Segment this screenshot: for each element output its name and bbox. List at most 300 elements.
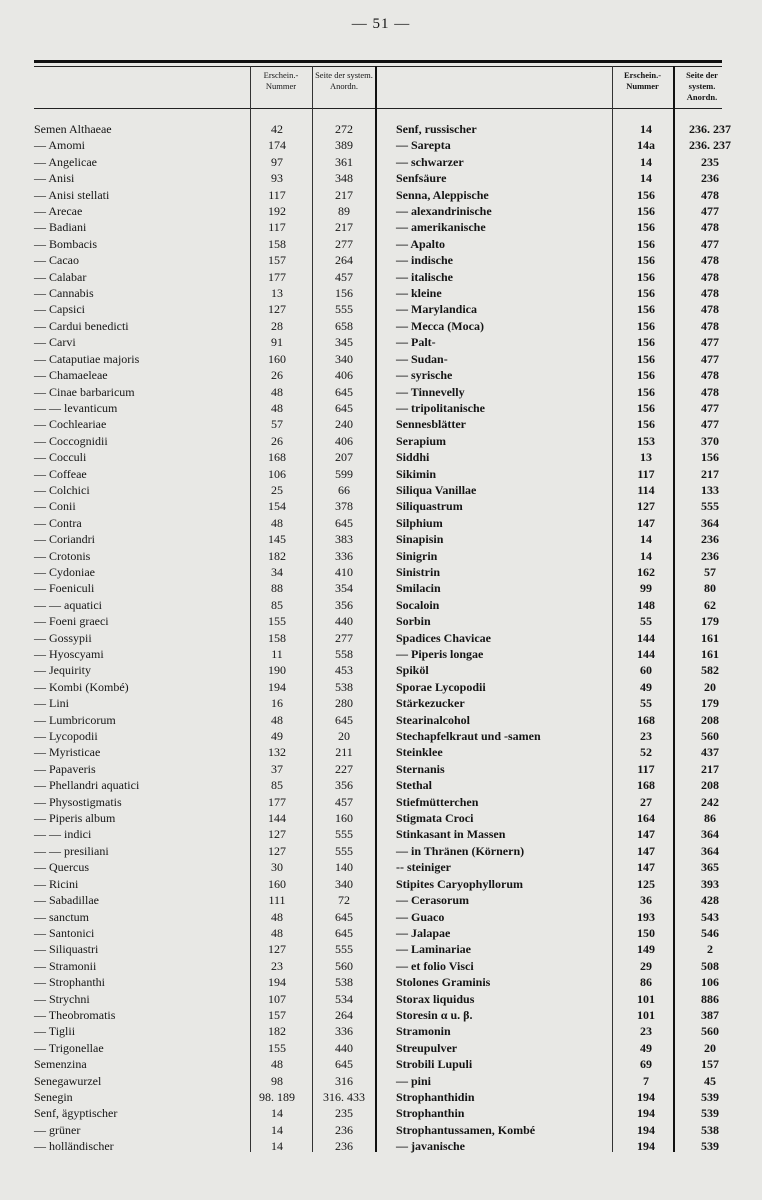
entry-number: 156 xyxy=(637,384,655,399)
entry-number: 147 xyxy=(637,860,655,875)
index-entry xyxy=(396,137,738,153)
entry-number: 14 xyxy=(271,1139,283,1154)
entry-number: 25 xyxy=(271,482,283,497)
entry-number: 194 xyxy=(637,1106,655,1121)
entry-name: Stolones Graminis xyxy=(396,975,491,990)
index-entry xyxy=(396,974,738,990)
index-entry xyxy=(34,466,374,482)
entry-number: 30 xyxy=(271,860,283,875)
entry-number: 14 xyxy=(640,122,652,136)
entry-name: — grüner xyxy=(34,1122,81,1137)
entry-number: 117 xyxy=(637,761,655,776)
entry-name: — Angelicae xyxy=(34,154,97,169)
entry-name: — Sabadillae xyxy=(34,893,99,908)
entry-number: 193 xyxy=(637,909,655,924)
index-entry xyxy=(396,712,738,728)
entry-name: — Quercus xyxy=(34,860,89,875)
entry-name: Serapium xyxy=(396,433,447,448)
entry-name: — Papaveris xyxy=(34,761,96,776)
entry-number: 99 xyxy=(640,581,652,596)
entry-page: 453 xyxy=(335,663,353,678)
entry-name: — Trigonellae xyxy=(34,1040,104,1055)
entry-name: — Strophanthi xyxy=(34,975,105,990)
entry-number: 49 xyxy=(640,1040,652,1055)
entry-page: 156 xyxy=(335,286,353,301)
entry-number: 7 xyxy=(643,1073,649,1088)
entry-name: Stigmata Croci xyxy=(396,811,474,826)
index-entry xyxy=(34,334,374,350)
index-entry xyxy=(34,548,374,564)
entry-name: Senegin xyxy=(34,1089,73,1104)
index-entry xyxy=(396,498,738,514)
entry-page: 365 xyxy=(701,860,719,875)
entry-page: 410 xyxy=(335,564,353,579)
entry-name: Siddhi xyxy=(396,450,430,465)
entry-page: 207 xyxy=(335,450,353,465)
entry-number: 48 xyxy=(271,400,283,415)
index-entry xyxy=(34,892,374,908)
entry-number: 145 xyxy=(268,532,286,547)
index-entry xyxy=(396,630,738,646)
entry-page: 478 xyxy=(701,368,719,383)
entry-page: 555 xyxy=(335,843,353,858)
entry-page: 478 xyxy=(701,302,719,317)
entry-name: — Cardui benedicti xyxy=(34,318,129,333)
entry-name: — Colchici xyxy=(34,482,90,497)
entry-name: — Stramonii xyxy=(34,958,97,973)
entry-page: 383 xyxy=(335,532,353,547)
index-entry xyxy=(396,318,738,334)
entry-number: 156 xyxy=(637,417,655,432)
entry-page: 645 xyxy=(335,515,353,530)
entry-page: 277 xyxy=(335,236,353,251)
index-entry xyxy=(396,777,738,793)
entry-page: 560 xyxy=(701,729,719,744)
entry-name: — — indici xyxy=(34,827,92,842)
entry-name: — Phellandri aquatici xyxy=(34,778,140,793)
index-entry xyxy=(396,285,738,301)
index-entry xyxy=(396,597,738,613)
entry-page: 316. 433 xyxy=(323,1089,365,1104)
entry-number: 148 xyxy=(637,597,655,612)
entry-page: 558 xyxy=(335,647,353,661)
entry-page: 477 xyxy=(701,400,719,415)
entry-number: 160 xyxy=(268,351,286,366)
entry-number: 127 xyxy=(268,827,286,842)
entry-name: Sinistrin xyxy=(396,564,441,579)
index-entry xyxy=(34,137,374,153)
entry-page: 20 xyxy=(338,729,350,744)
entry-number: 182 xyxy=(268,548,286,563)
entry-page: 538 xyxy=(701,1122,719,1137)
index-entry xyxy=(34,203,374,219)
entry-name: Spadices Chavicae xyxy=(396,630,492,645)
entry-page: 477 xyxy=(701,204,719,219)
index-entry xyxy=(34,794,374,810)
index-entry xyxy=(396,1040,738,1056)
entry-page: 440 xyxy=(335,614,353,629)
entry-name: Stinkasant in Massen xyxy=(396,827,506,842)
entry-number: 48 xyxy=(271,1057,283,1072)
entry-name: — Marylandica xyxy=(396,302,477,317)
entry-number: 174 xyxy=(268,138,286,153)
entry-name: — Piperis album xyxy=(34,811,116,826)
index-entry xyxy=(34,121,374,137)
index-entry xyxy=(34,630,374,646)
entry-name: Siliqua Vanillae xyxy=(396,482,477,497)
index-entry xyxy=(34,384,374,400)
entry-page: 387 xyxy=(701,1007,719,1022)
top-rule xyxy=(34,60,722,63)
entry-page: 555 xyxy=(335,302,353,317)
index-entry xyxy=(396,925,738,941)
entry-name: — amerikanische xyxy=(396,220,486,235)
entry-number: 158 xyxy=(268,630,286,645)
entry-name: — et folio Visci xyxy=(396,958,474,973)
entry-page: 45 xyxy=(704,1073,716,1088)
index-entry xyxy=(34,416,374,432)
index-entry xyxy=(34,449,374,465)
entry-page: 478 xyxy=(701,220,719,235)
entry-page: 364 xyxy=(701,827,719,842)
entry-page: 478 xyxy=(701,384,719,399)
entry-number: 88 xyxy=(271,581,283,596)
index-entry xyxy=(396,1138,738,1154)
entry-number: 150 xyxy=(637,925,655,940)
entry-number: 158 xyxy=(268,236,286,251)
header-erschein-left: Erschein.-Nummer xyxy=(263,70,299,91)
entry-name: — Capsici xyxy=(34,302,85,317)
entry-page: 235 xyxy=(335,1106,353,1121)
entry-number: 190 xyxy=(268,663,286,678)
index-entry xyxy=(396,646,738,662)
entry-name: — syrische xyxy=(396,368,453,383)
entry-number: 48 xyxy=(271,909,283,924)
index-entry xyxy=(396,548,738,564)
entry-page: 582 xyxy=(701,663,719,678)
index-entry xyxy=(396,1007,738,1023)
entry-page: 57 xyxy=(704,564,716,579)
entry-name: Storax liquidus xyxy=(396,991,475,1006)
entry-number: 23 xyxy=(640,1024,652,1039)
entry-number: 162 xyxy=(637,564,655,579)
entry-number: 194 xyxy=(268,679,286,694)
entry-name: — Palt- xyxy=(396,335,436,350)
entry-name: Strophanthidin xyxy=(396,1089,475,1104)
index-entry xyxy=(34,1023,374,1039)
index-entry xyxy=(396,958,738,974)
entry-name: — pini xyxy=(396,1073,432,1088)
index-entry xyxy=(396,367,738,383)
index-entry xyxy=(34,318,374,334)
index-entry xyxy=(34,1073,374,1089)
entry-name: Strobili Lupuli xyxy=(396,1057,473,1072)
entry-page: 378 xyxy=(335,499,353,514)
header-erschein-right: Erschein.-Nummer xyxy=(623,70,662,91)
entry-name: Stearinalcohol xyxy=(396,712,470,727)
entry-name: — javanische xyxy=(396,1139,465,1154)
entry-name: Sternanis xyxy=(396,761,445,776)
index-entry xyxy=(34,679,374,695)
entry-name: Smilacin xyxy=(396,581,441,596)
index-entry xyxy=(396,564,738,580)
entry-page: 72 xyxy=(338,893,350,908)
entry-name: — Conii xyxy=(34,499,76,514)
entry-page: 539 xyxy=(701,1139,719,1154)
entry-name: Streupulver xyxy=(396,1040,458,1055)
entry-name: — kleine xyxy=(396,286,442,301)
entry-page: 534 xyxy=(335,991,353,1006)
entry-name: Sorbin xyxy=(396,614,431,629)
entry-number: 153 xyxy=(637,433,655,448)
entry-name: — Jequirity xyxy=(34,663,91,678)
index-entry xyxy=(396,794,738,810)
entry-number: 127 xyxy=(637,499,655,514)
entry-page: 217 xyxy=(701,466,719,481)
entry-number: 14 xyxy=(271,1106,283,1121)
entry-name: — Cannabis xyxy=(34,286,94,301)
entry-name: — Myristicae xyxy=(34,745,101,760)
entry-name: — Cinae barbaricum xyxy=(34,384,135,399)
entry-name: Sporae Lycopodii xyxy=(396,679,486,694)
entry-name: Siliquastrum xyxy=(396,499,463,514)
entry-page: 477 xyxy=(701,236,719,251)
entry-number: 156 xyxy=(637,269,655,284)
entry-name: — holländischer xyxy=(34,1139,114,1154)
entry-page: 66 xyxy=(338,482,350,497)
header-seite-left: Seite der system. Anordn. xyxy=(315,70,373,91)
entry-page: 272 xyxy=(335,122,353,136)
entry-page: 217 xyxy=(335,220,353,235)
entry-name: Semen Althaeae xyxy=(34,122,112,136)
index-entry xyxy=(396,154,738,170)
entry-number: 13 xyxy=(271,286,283,301)
entry-number: 85 xyxy=(271,597,283,612)
index-entry xyxy=(34,400,374,416)
index-entry xyxy=(34,285,374,301)
index-entry xyxy=(34,744,374,760)
entry-name: Strophantussamen, Kombé xyxy=(396,1122,536,1137)
middle-divider xyxy=(375,66,377,1152)
index-entry xyxy=(396,466,738,482)
entry-page: 555 xyxy=(335,827,353,842)
entry-number: 117 xyxy=(268,220,286,235)
entry-number: 14 xyxy=(640,532,652,547)
entry-number: 26 xyxy=(271,368,283,383)
index-entry xyxy=(396,449,738,465)
index-entry xyxy=(34,482,374,498)
entry-name: Steinklee xyxy=(396,745,443,760)
header-rule xyxy=(34,108,722,109)
entry-page: 157 xyxy=(701,1057,719,1072)
entry-number: 69 xyxy=(640,1057,652,1072)
entry-page: 179 xyxy=(701,614,719,629)
entry-name: — Tiglii xyxy=(34,1024,76,1039)
entry-page: 277 xyxy=(335,630,353,645)
entry-name: — — presiliani xyxy=(34,843,109,858)
index-entry xyxy=(34,498,374,514)
index-entry xyxy=(34,1105,374,1121)
entry-page: 236 xyxy=(335,1122,353,1137)
entry-number: 106 xyxy=(268,466,286,481)
entry-name: — — aquatici xyxy=(34,597,102,612)
entry-page: 340 xyxy=(335,351,353,366)
entry-name: — Siliquastri xyxy=(34,942,99,957)
entry-name: Sinapisin xyxy=(396,532,444,547)
index-entry xyxy=(396,121,738,137)
entry-name: — Coriandri xyxy=(34,532,95,547)
index-entry xyxy=(34,170,374,186)
entry-name: — Gossypii xyxy=(34,630,92,645)
entry-page: 538 xyxy=(335,679,353,694)
index-entry xyxy=(34,301,374,317)
entry-number: 26 xyxy=(271,433,283,448)
index-entry xyxy=(396,1023,738,1039)
entry-number: 13 xyxy=(640,450,652,465)
index-entry xyxy=(34,1040,374,1056)
entry-page: 555 xyxy=(701,499,719,514)
index-entry xyxy=(34,1056,374,1072)
index-entry xyxy=(34,236,374,252)
entry-name: — indische xyxy=(396,253,454,268)
index-entry xyxy=(34,1089,374,1105)
entry-number: 48 xyxy=(271,384,283,399)
entry-page: 478 xyxy=(701,187,719,202)
entry-page: 539 xyxy=(701,1089,719,1104)
entry-page: 645 xyxy=(335,400,353,415)
entry-page: 478 xyxy=(701,318,719,333)
index-entry xyxy=(34,909,374,925)
index-entry xyxy=(396,301,738,317)
entry-name: — italische xyxy=(396,269,453,284)
entry-page: 389 xyxy=(335,138,353,153)
index-entry xyxy=(396,400,738,416)
entry-number: 23 xyxy=(271,958,283,973)
entry-number: 156 xyxy=(637,253,655,268)
entry-name: — Strychni xyxy=(34,991,90,1006)
index-entry xyxy=(34,876,374,892)
index-entry xyxy=(34,958,374,974)
entry-number: 132 xyxy=(268,745,286,760)
entry-number: 57 xyxy=(271,417,283,432)
entry-number: 85 xyxy=(271,778,283,793)
entry-name: — Cochleariae xyxy=(34,417,107,432)
entry-name: — Apalto xyxy=(396,236,446,251)
entry-name: — Crotonis xyxy=(34,548,91,563)
entry-name: Stechapfelkraut und -samen xyxy=(396,729,541,744)
entry-page: 538 xyxy=(335,975,353,990)
entry-name: Stramonin xyxy=(396,1024,451,1039)
entry-name: — Mecca (Moca) xyxy=(396,318,484,333)
entry-page: 236 xyxy=(701,548,719,563)
entry-page: 227 xyxy=(335,761,353,776)
entry-number: 86 xyxy=(640,975,652,990)
entry-page: 62 xyxy=(704,597,716,612)
entry-number: 177 xyxy=(268,794,286,809)
entry-page: 336 xyxy=(335,1024,353,1039)
entry-name: Strophanthin xyxy=(396,1106,465,1121)
entry-number: 111 xyxy=(268,893,286,908)
entry-number: 194 xyxy=(268,975,286,990)
entry-number: 156 xyxy=(637,368,655,383)
entry-number: 60 xyxy=(640,663,652,678)
entry-page: 217 xyxy=(701,761,719,776)
entry-number: 93 xyxy=(271,171,283,186)
entry-page: 242 xyxy=(701,794,719,809)
index-entry xyxy=(34,826,374,842)
entry-number: 156 xyxy=(637,302,655,317)
entry-page: 645 xyxy=(335,1057,353,1072)
index-entry xyxy=(34,252,374,268)
entry-number: 144 xyxy=(268,811,286,826)
entry-page: 236 xyxy=(701,171,719,186)
entry-page: 428 xyxy=(701,893,719,908)
index-entry xyxy=(34,154,374,170)
index-entry xyxy=(34,433,374,449)
entry-name: — Arecae xyxy=(34,204,83,219)
page-number: — 51 — xyxy=(351,16,411,32)
index-entry xyxy=(396,859,738,875)
entry-name: Senfsäure xyxy=(396,171,447,186)
entry-page: 179 xyxy=(701,696,719,711)
index-entry xyxy=(396,416,738,432)
entry-number: 144 xyxy=(637,647,655,661)
entry-number: 27 xyxy=(640,794,652,809)
index-entry xyxy=(396,580,738,596)
entry-page: 80 xyxy=(704,581,716,596)
entry-page: 477 xyxy=(701,335,719,350)
entry-name: — Lini xyxy=(34,696,69,711)
entry-name: — Badiani xyxy=(34,220,87,235)
left-column xyxy=(34,121,374,1155)
entry-number: 98 xyxy=(271,1073,283,1088)
entry-page: 440 xyxy=(335,1040,353,1055)
entry-number: 14 xyxy=(640,171,652,186)
index-entry xyxy=(396,1073,738,1089)
entry-number: 98. 189 xyxy=(259,1089,295,1104)
entry-number: 107 xyxy=(268,991,286,1006)
index-entry xyxy=(396,941,738,957)
entry-page: 280 xyxy=(335,696,353,711)
entry-name: — Jalapae xyxy=(396,925,451,940)
entry-number: 14 xyxy=(640,548,652,563)
entry-name: Sikimin xyxy=(396,466,437,481)
entry-name: — Anisi xyxy=(34,171,75,186)
entry-name: — Chamaeleae xyxy=(34,368,108,383)
index-entry xyxy=(34,219,374,235)
index-entry xyxy=(34,515,374,531)
entry-name: — Cacao xyxy=(34,253,79,268)
entry-name: — Cydoniae xyxy=(34,564,95,579)
entry-page: 599 xyxy=(335,466,353,481)
entry-number: 11 xyxy=(271,647,283,661)
entry-page: 886 xyxy=(701,991,719,1006)
index-entry xyxy=(396,876,738,892)
entry-page: 140 xyxy=(335,860,353,875)
entry-number: 194 xyxy=(637,1089,655,1104)
entry-page: 161 xyxy=(701,630,719,645)
entry-page: 345 xyxy=(335,335,353,350)
entry-page: 236. 237 xyxy=(689,122,731,136)
entry-number: 29 xyxy=(640,958,652,973)
entry-page: 89 xyxy=(338,204,350,219)
index-entry xyxy=(34,187,374,203)
entry-name: Senf, ägyptischer xyxy=(34,1106,118,1121)
index-entry xyxy=(34,925,374,941)
entry-name: — — levanticum xyxy=(34,400,118,415)
index-entry xyxy=(34,646,374,662)
entry-number: 144 xyxy=(637,630,655,645)
